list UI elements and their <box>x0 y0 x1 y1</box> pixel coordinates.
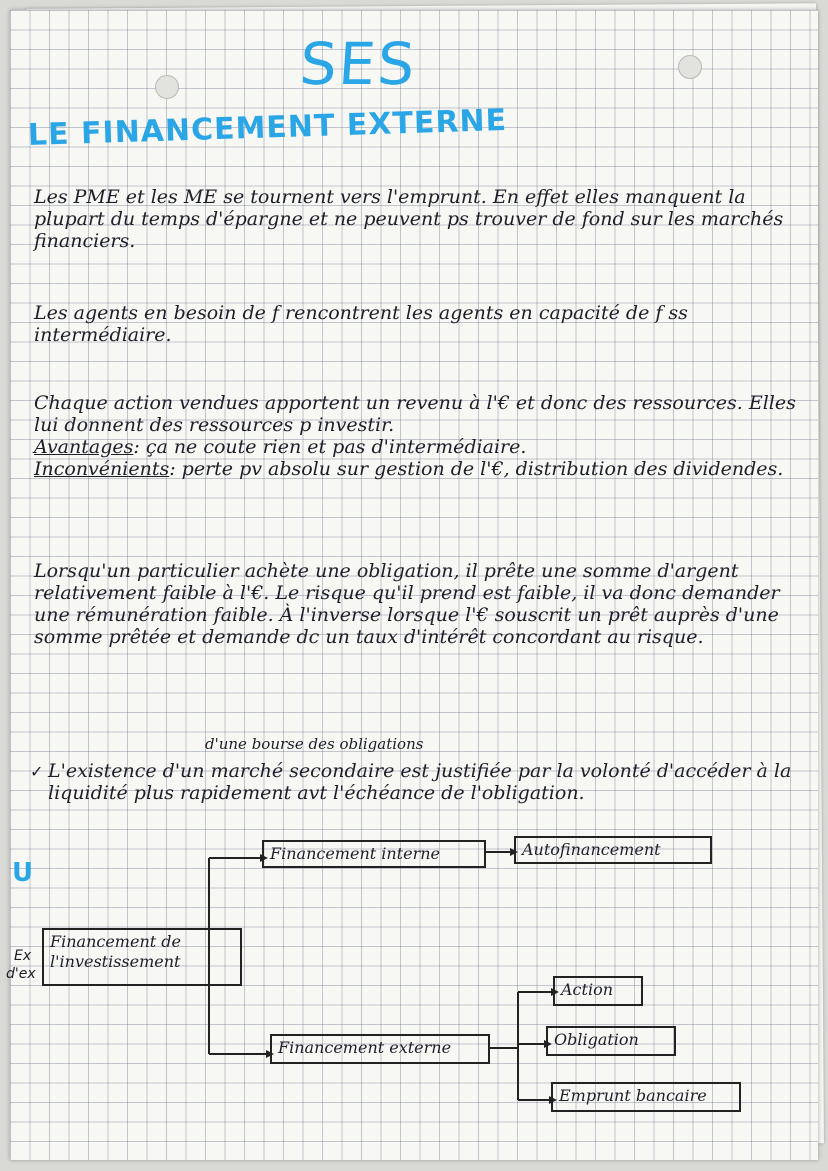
diagram-autofinancement-box: Autofinancement <box>514 836 712 864</box>
inconvenients-label: Inconvénients <box>34 458 170 480</box>
diagram-emprunt-box: Emprunt bancaire <box>551 1082 741 1112</box>
avantages-text: : ça ne coute rien et pas d'intermédiaire. <box>133 436 527 458</box>
inconvenients-text: : perte pv absolu sur gestion de l'€, distribution des dividendes. <box>169 458 784 480</box>
margin-dex: d'ex <box>6 966 36 982</box>
paragraph-pme-text: Les PME et les ME se tournent vers l'emprunt. En effet elles manquent la plupart du temps d'épargne et ne peuvent ps trouver de fond sur les marchés financiers. <box>34 186 784 252</box>
diagram-obligation-box: Obligation <box>546 1026 676 1056</box>
check-mark-icon: ✓ <box>30 762 44 781</box>
paragraph-actions-text: Chaque action vendues apportent un revenu à l'€ et donc des ressources. Elles lui donnent des ressources p investir. <box>34 392 796 436</box>
margin-letter-u: U <box>12 858 34 888</box>
diagram-internal-box: Financement interne <box>262 840 486 868</box>
diagram-root-box: Financement de l'investissement <box>42 928 242 986</box>
paragraph-agents-text: Les agents en besoin de f rencontrent les agents en capacité de f ss intermédiaire. <box>34 302 688 346</box>
paragraph-obligation-text: Lorsqu'un particulier achète une obligation, il prête une somme d'argent relativement faible à l'€. Le risque qu'il prend est faible, il va donc demander une rémunération faible. À l'inverse lorsque l'€ souscrit un prêt auprès d'une somme prêtée et demande dc un taux d'intérêt concordant au risque. <box>34 560 780 648</box>
paragraph-marche-secondaire-text: L'existence d'un marché secondaire est justifiée par la volonté d'accéder à la liquidité plus rapidement avt l'échéance de l'obligation. <box>48 760 792 804</box>
diagram-action-box: Action <box>553 976 643 1006</box>
diagram-external-box: Financement externe <box>270 1034 490 1064</box>
page-title: SES <box>297 30 419 98</box>
avantages-label: Avantages <box>34 436 134 458</box>
annotation-bourse: d'une bourse des obligations <box>205 735 424 753</box>
page-subtitle: LE FINANCEMENT EXTERNE <box>27 102 508 153</box>
margin-ex: Ex <box>14 948 32 964</box>
